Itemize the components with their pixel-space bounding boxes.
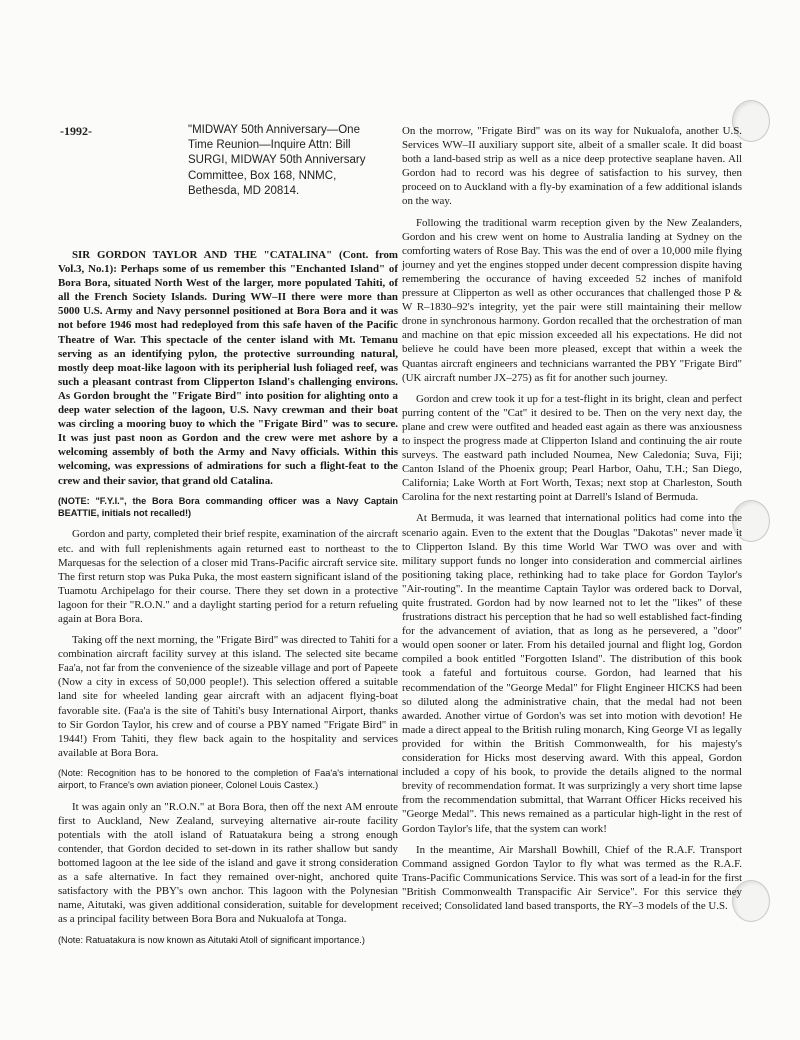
article-paragraph: In the meantime, Air Marshall Bowhill, Chief of the R.A.F. Transport Command assigned Gordon Taylor to fly what was termed as the R.A.F. Trans-Pacific Communications Service. This was sort of a lead-in for the first "British Commonwealth Transpacific Air Service". For this service they received; Consolidated land based transports, the RY–3 models of the U.S. [402, 843, 742, 912]
article-paragraph: Gordon and party, completed their brief respite, examination of the aircraft etc. and with full replenishments again returned east to northeast to the Marquesas for the selection of a closer mid Trans-Pacific aircraft service site. The first return stop was Puka Puka, the most eastern significant island of the Tuamotu Archipelago for their course. There they set down in a protective lagoon for their "R.O.N." and a daylight starting period for a return refueling again at Bora Bora. [58, 528, 398, 625]
note-paragraph: (Note: Ratuatakura is now known as Aitutaki Atoll of significant importance.) [58, 934, 365, 945]
notice-line: Time Reunion—Inquire Attn: Bill [188, 139, 351, 152]
note-text: (NOTE: "F.Y.I.", the Bora Bora commanding officer was a Navy Captain BEATTIE, initials not recalled!) [58, 495, 398, 518]
article-paragraph: On the morrow, "Frigate Bird" was on its way for Nukualofa, another U.S. Services WW–II auxiliary support site, albeit of a smaller scale. It did boast both a land-based strip as well as a nice deep protective seaplane haven. All Gordon had to record was his degree of satisfaction to his survey, then proceed on to Auckland with a fly-by examination of a few additional islands on the way. [402, 125, 742, 208]
article-paragraph: Gordon and crew took it up for a test-flight in its bright, clean and perfect purring content of the "Cat" it desired to be. Then on the very next day, the plane and crew were outfited and headed east again as there was anxiousness to inspect the progress made at Clipperton Island and continuing the air route surveys. The eastward path included Noumea, New Caledonia; Suva, Fiji; Canton Island of the Phoenix group; Pearl Harbor, Oahu, T.H.; San Diego, California; Lake Worth at Fort Worth, Texas; next stop at Charleston, South Carolina for the next restarting point at Darrell's Island of Bermuda. [402, 392, 742, 504]
reunion-notice [188, 123, 398, 199]
notice-line: SURGI, MIDWAY 50th Anniversary [188, 154, 366, 167]
notice-line: Committee, Box 168, NNMC, [188, 169, 337, 182]
notice-line: Bethesda, MD 20814. [188, 184, 300, 197]
article-paragraph: At Bermuda, it was learned that international politics had come into the scenario again. Even to the extent that the Douglas "Dakotas" never made it to Clipperton Island. By this time World War TWO was over and with military support funds no longer into consideration and commercial airlines positioning taking place, rethinking had to take place for Gordon Taylor's "Air-routing". In the meantime Captain Taylor was ordered back to Dorval, quite frustrated. Gordon had by now learned not to let the "likes" of these frustrations distract his perception that he had so well established fact-finding for the advancement of aviation, that as long as he persevered, a "door" would open sooner or later. From his detailed journal and flight log, Gordon compiled a book entitled "Forgotten Island". The distribution of this book took a fateful and fortuitous course. Gordon, had learned that his recommendation of the "George Medal" for Flight Engineer HICKS had been so diluted along the administrative chain, that the medal had not been awarded. Another virtue of Gordon's was set into motion with devotion! He made a direct appeal to the British ruling monarch, King George VI as legally provided for within the British Commonwealth, for his majesty's consideration for Hicks most deserving award. With this appeal, Gordon included a copy of his book, to provide the details aligned to the normal brevity of recommendation format. It was surprizingly a very short time lapse from the recommendation submittal, that Warrant Officer Hicks received his "George Medal". This news remained as a particular high-light in the rest of Gordon Taylor's life, that the system can work! [402, 512, 742, 835]
year-label: -1992- [60, 124, 92, 138]
article-paragraph: Taking off the next morning, the "Frigate Bird" was directed to Tahiti for a combination aircraft facility survey at this island. The selected site became Faa'a, not far from the convenience of the sizeable village and port of Papeete (Now a city in excess of 50,000 people!). This selection offered a suitable land site for wheeled landing gear aircraft with an adjacent flying-boat favorable site. (Faa'a is the site of Tahiti's busy International Airport, thanks to Sir Gordon Taylor, his crew and of course a PBY named "Frigate Bird" in 1944!) From Tahiti, they flew back again to the hospitality and services available at Bora Bora. [58, 634, 398, 759]
notice-line: "MIDWAY 50th Anniversary—One [188, 124, 360, 136]
right-column [402, 124, 742, 920]
article-paragraph: It was again only an "R.O.N." at Bora Bora, then off the next AM enroute first to Auckland, New Zealand, surveying alternative air-route facility potentials with the atoll island of Ratuatakura being a strong enough contender, that Gordon decided to set-down in its rather shallow but sandy bottomed lagoon at the lee side of the island and gave it strong consideration as a safe alternative. In fact they remained over-night, anchored quite satisfactory with the PBY's own anchor. This lagoon with the Polynesian name, Aitutaki, was given additional consideration, suitable for development as a principal facility between Bora Bora and Nukualofa at Tonga. [58, 800, 398, 926]
article-paragraph: SIR GORDON TAYLOR AND THE "CATALINA" (Cont. from Vol.3, No.1): Perhaps some of us remember this "Enchanted Island" of Bora Bora, situated North West of the larger, more populated Tahiti, of all the French Society Islands. During WW–II there were more than 5000 U.S. Army and Navy personnel positioned at Bora Bora and it was not before 1946 most had redeployed from this safe haven of the Pacific Theatre of War. This spectacle of the center island with Mt. Temanu serving as an identifying pylon, the protective surrounding natural, mostly deep moat-like lagoon with its peripherial lush foliaged reef, was such a pleasant contrast from Clipperton Island's challenging environs. As Gordon brought the "Frigate Bird" into position for alighting onto a deep water selection of the lagoon, U.S. Navy crewman and their boat was circling a mooring buoy to which the "Frigate Bird" was to secure. It was just past noon as Gordon and the crew were met ashore by a welcoming assembly of both the Army and Navy officials. Within this welcoming, was expressions of admirations for such a flight-feat to the crew and their savior, that grand old Catalina. [58, 249, 398, 487]
note-paragraph: (Note: Recognition has to be honored to the completion of Faa'a's international airport, to France's own aviation pioneer, Colonel Louis Castex.) [58, 767, 398, 791]
article-paragraph: Following the traditional warm reception given by the New Zealanders, Gordon and his crew went on home to Australia landing at Sydney on the comforting waters of Rose Bay. This was the end of over a 10,000 mile flying journey and yet the engines stopped under decent compression dispite having remembering the occurance of having exceeded 52 inches of manifold pressure at Clipperton as well as other occurances that challenged those P & W R–1830–92's integrity, yet the pair were still maintaining their mellow drone in synchronous harmony. Gordon recalled that the orchestration of man and machine on that epic mission exceeded all his expectations. He did not believe he could have been more pleased, except that within a week the Quantas aircraft engineers and technicians warranted the PBY "Frigate Bird" (UK aircraft number JX–275) as fit for another such journey. [402, 216, 742, 384]
note-paragraph [58, 495, 398, 520]
left-column [58, 248, 398, 954]
